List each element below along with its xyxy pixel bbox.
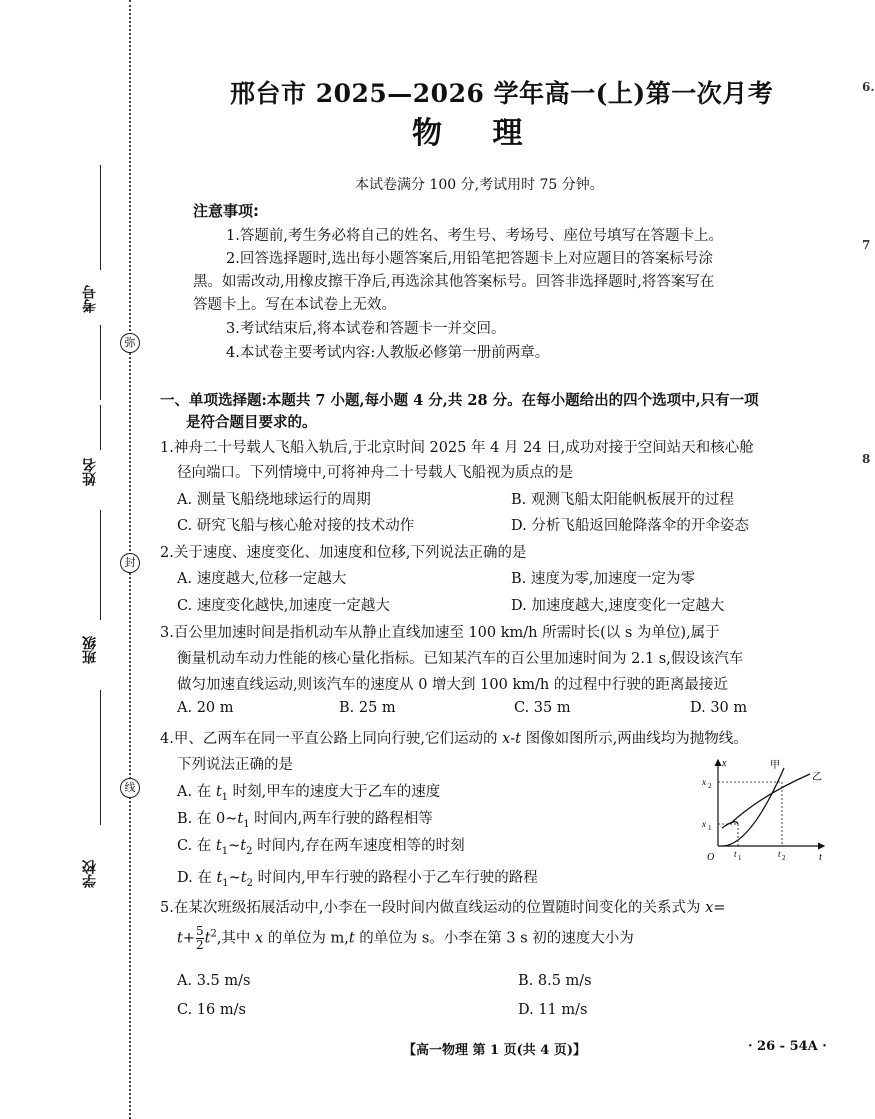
field-line-kaohao[interactable] (100, 165, 101, 270)
q5-stem-line-1 (160, 896, 725, 917)
q2-option-c: C. 速度变化越快,加速度一定越大 (177, 598, 390, 614)
q5-frac-den: 2 (195, 938, 204, 952)
q5-fraction (196, 925, 204, 952)
q3-option-b: B. 25 m (339, 700, 396, 716)
q2-option-a: A. 速度越大,位移一定越大 (177, 571, 347, 587)
q4-var-t: t (515, 731, 521, 747)
q5-plus: + (182, 930, 195, 947)
q4-b-sub: 1 (243, 818, 250, 830)
q1-option-b: B. 观测飞船太阳能帆板展开的过程 (511, 492, 734, 508)
q5-x: x (255, 930, 264, 947)
section-1-heading: 一、单项选择题:本题共 7 小题,每小题 4 分,共 28 分。在每小题给出的四个选项中,只有一项 (160, 392, 759, 409)
q2-stem: 2.关于速度、速度变化、加速度和位移,下列说法正确的是 (160, 545, 527, 561)
notice-heading: 注意事项: (193, 202, 259, 220)
q3-stem-line-3: 做匀加速直线运动,则该汽车的速度从 0 增大到 100 km/h 的过程中行驶的距离最接近 (177, 677, 728, 693)
graph-y-label: x (722, 758, 727, 769)
q1-stem-line-2: 径向端口。下列情境中,可将神舟二十号载人飞船视为质点的是 (177, 465, 574, 481)
q3-stem-line-2: 衡量机动车动力性能的核心量化指标。已知某汽车的百公里加速时间为 2.1 s,假设该汽车 (177, 651, 744, 667)
q4-c-sub2: 2 (246, 845, 253, 857)
q5-var-x: x (705, 900, 714, 916)
field-line-kaohao-2 (100, 325, 101, 400)
q4-var-x: x (502, 731, 511, 747)
q4-b-t: t (237, 811, 244, 827)
q4-c-pre: C. 在 (177, 838, 216, 854)
q5-option-a: A. 3.5 m/s (177, 973, 251, 989)
q4-b-pre: B. 在 0~ (177, 811, 238, 827)
q5-t: t (177, 930, 183, 947)
label-banji: 班级 (82, 636, 98, 664)
q4-option-c (177, 834, 465, 857)
q5-frac-num: 5 (195, 924, 204, 938)
q4-c-sub1: 1 (221, 845, 229, 857)
graph-t1-sub: 1 (738, 854, 742, 862)
notice-item-1: 1.答题前,考生务必将自己的姓名、考生号、考场号、座位号填写在答题卡上。 (226, 228, 723, 244)
label-xuexiao: 学校 (82, 860, 98, 888)
exam-title: 邢台市 2025—2026 学年高一(上)第一次月考 (230, 79, 774, 108)
q1-option-d: D. 分析飞船返回舱降落伞的开伞姿态 (511, 518, 749, 534)
notice-item-2-line-2: 黑。如需改动,用橡皮擦干净后,再选涂其他答案标号。回答非选择题时,将答案写在 (193, 274, 715, 290)
q5-stem-line-2 (177, 925, 634, 952)
field-line-banji[interactable] (100, 690, 101, 825)
q4-stem-post: 图像如图所示,两曲线均为抛物线。 (520, 731, 748, 747)
q4-a-post: 时刻,甲车的速度大于乙车的速度 (228, 784, 441, 800)
q4-a-pre: A. 在 (177, 784, 216, 800)
q1-stem-line-1: 1.神舟二十号载人飞船入轨后,于北京时间 2025 年 4 月 24 日,成功对接于空间站天和核心舱 (160, 440, 754, 456)
q4-c-post: 时间内,存在两车速度相等的时刻 (252, 838, 465, 854)
field-line-xingming[interactable] (100, 405, 101, 450)
q3-option-a: A. 20 m (177, 700, 234, 716)
graph-x2-sub: 2 (708, 782, 712, 790)
q4-d-t1: t (216, 870, 223, 886)
q4-d-post: 时间内,甲车行驶的路程小于乙车行驶的路程 (253, 870, 538, 886)
exam-info: 本试卷满分 100 分,考试用时 75 分钟。 (355, 177, 604, 193)
q5-sup: 2 (210, 928, 217, 940)
q4-c-t2: t (240, 838, 247, 854)
q4-option-d (177, 866, 538, 889)
exam-code: · 26 - 54A · (748, 1039, 827, 1054)
q3-option-c: C. 35 m (514, 700, 571, 716)
q5-option-c: C. 16 m/s (177, 1002, 246, 1018)
seal-mark-xian: 线 (120, 778, 140, 798)
graph-x2-label: x (702, 777, 706, 787)
q4-stem-line-2: 下列说法正确的是 (177, 757, 293, 773)
q2-option-d: D. 加速度越大,速度变化一定越大 (511, 598, 725, 614)
q4-d-tilde: ~ (228, 870, 241, 886)
q4-d-pre: D. 在 (177, 870, 217, 886)
q1-option-a: A. 测量飞船绕地球运行的周期 (177, 492, 371, 508)
graph-t1-label: t (734, 849, 737, 859)
q1-option-c: C. 研究飞船与核心舱对接的技术动作 (177, 518, 415, 534)
q4-c-tilde: ~ (228, 838, 241, 854)
graph-x1-sub: 1 (708, 824, 712, 832)
q5-t2: t (204, 930, 211, 947)
graph-t2-sub: 2 (782, 854, 786, 862)
q4-b-post: 时间内,两车行驶的路程相等 (249, 811, 433, 827)
edge-mark-1: 6. (862, 80, 875, 94)
q4-d-t2: t (240, 870, 247, 886)
q5-rest: 的单位为 m, (263, 930, 349, 947)
q4-option-a (177, 780, 440, 803)
q5-eq: = (713, 900, 726, 916)
seal-mark-mi: 弥 (120, 333, 140, 353)
curve-jia (722, 768, 784, 846)
q4-stem-line-1 (160, 727, 748, 748)
notice-item-4: 4.本试卷主要考试内容:人教版必修第一册前两章。 (226, 345, 550, 361)
q5-mid: ,其中 (216, 930, 256, 947)
q4-c-t1: t (215, 838, 222, 854)
graph-origin: O (707, 852, 715, 863)
q5-t3: t (348, 930, 355, 947)
notice-item-2-line-1: 2.回答选择题时,选出每小题答案后,用铅笔把答题卡上对应题目的答案标号涂 (226, 251, 714, 267)
q5-option-d: D. 11 m/s (518, 1002, 588, 1018)
q4-d-sub2: 2 (246, 877, 253, 889)
q5-stem-text: 5.在某次班级拓展活动中,小李在一段时间内做直线运动的位置随时间变化的关系式为 (160, 900, 706, 916)
q5-option-b: B. 8.5 m/s (518, 973, 592, 989)
graph-label-jia: 甲 (770, 760, 780, 771)
label-kaohao: 考号 (82, 285, 98, 313)
q3-stem-line-1: 3.百公里加速时间是指机动车从静止直线加速至 100 km/h 所需时长(以 s 为单位),属于 (160, 625, 720, 641)
graph-x1-label: x (702, 819, 706, 829)
field-line-xingming-2 (100, 510, 101, 620)
q4-a-t: t (215, 784, 222, 800)
notice-item-2-line-3: 答题卡上。写在本试卷上无效。 (193, 297, 396, 313)
q2-option-b: B. 速度为零,加速度一定为零 (511, 571, 695, 587)
graph-x-label: t (819, 852, 822, 863)
graph-label-yi: 乙 (812, 772, 822, 783)
page-footer: 【高一物理 第 1 页(共 4 页)】 (403, 1043, 587, 1058)
section-1-heading-2: 是符合题目要求的。 (186, 414, 317, 431)
q4-option-b (177, 807, 433, 830)
q4-dash: - (510, 731, 516, 747)
q4-xt-graph (700, 756, 830, 866)
q4-stem-pre: 4.甲、乙两车在同一平直公路上同向行驶,它们运动的 (160, 731, 503, 747)
q4-d-sub1: 1 (222, 877, 229, 889)
edge-mark-3: 8 (862, 452, 871, 466)
subject-title: 物 理 (412, 116, 523, 151)
q5-end: 的单位为 s。小李在第 3 s 初的速度大小为 (354, 930, 634, 947)
edge-mark-2: 7 (862, 238, 871, 252)
graph-t2-label: t (778, 849, 781, 859)
q4-a-sub: 1 (221, 791, 229, 803)
label-xingming: 姓名 (82, 458, 98, 486)
q3-option-d: D. 30 m (690, 700, 748, 716)
notice-item-3: 3.考试结束后,将本试卷和答题卡一并交回。 (226, 321, 506, 337)
seal-mark-feng: 封 (120, 553, 140, 573)
